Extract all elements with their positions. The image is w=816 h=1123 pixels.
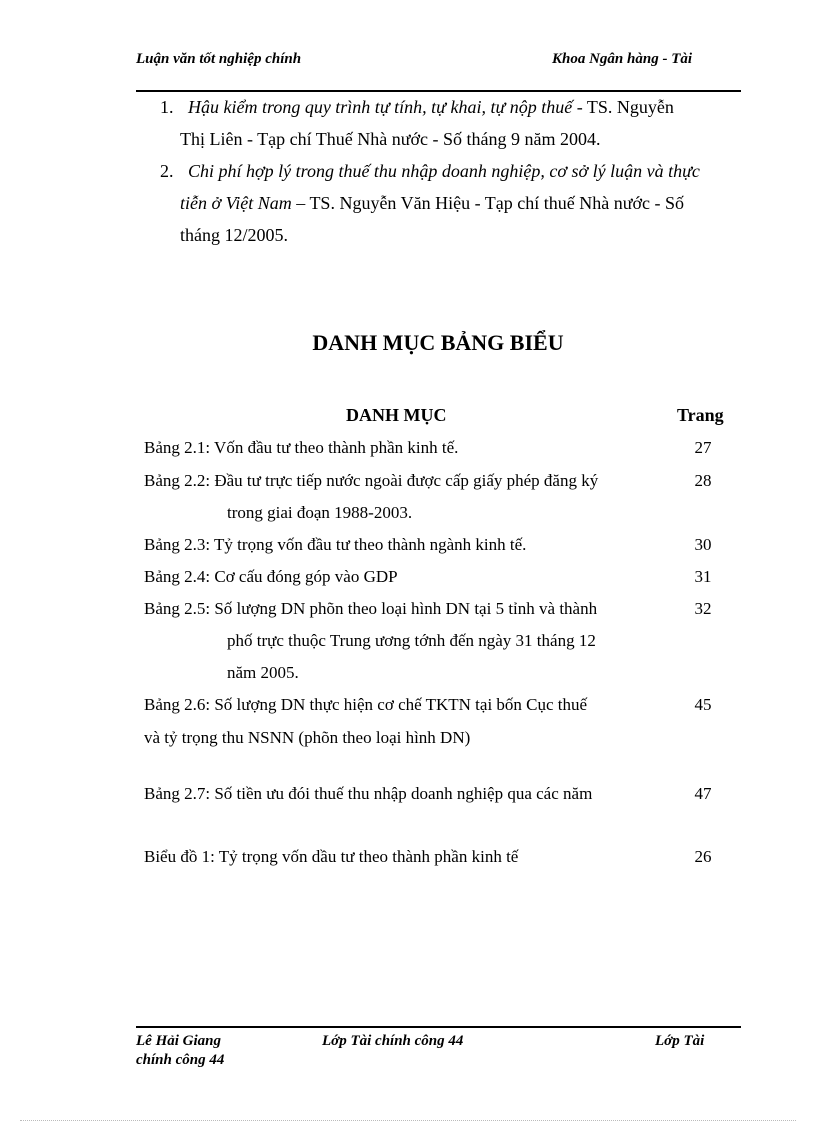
reference-title-line-1: Chi phí hợp lý trong thuế thu nhập doanh nghiệp, cơ sở lý luận và thực (188, 161, 700, 181)
footer-left-text: Lê Hải Giang chính công 44 (136, 1033, 225, 1068)
footer-right-text: Lớp Tài (655, 1033, 705, 1049)
table-row-text: Bảng 2.3: Tỷ trọng vốn đầu tư theo thành ngành kinh tế. (144, 535, 527, 554)
reference-line-2: Thị Liên - Tạp chí Thuế Nhà nước - Số tháng 9 năm 2004. (180, 129, 601, 149)
table-row-text: Bảng 2.4: Cơ cấu đóng góp vào GDP (144, 567, 398, 586)
table-row-text: Bảng 2.2: Đầu tư trực tiếp nước ngoài được cấp giấy phép đăng ký (144, 471, 599, 490)
table-row-page: 47 (694, 784, 712, 803)
reference-line-3: tháng 12/2005. (180, 225, 288, 245)
table-header-category: DANH MỤC (346, 405, 447, 425)
table-row-page: 30 (694, 535, 712, 554)
footer-center-text: Lớp Tài chính công 44 (322, 1033, 464, 1049)
page-bottom-dotted-border (20, 1120, 796, 1121)
header-left-text: Luận văn tốt nghiệp chính (136, 51, 302, 67)
reference-author: - TS. Nguyễn (572, 97, 674, 117)
table-row-page: 27 (694, 438, 712, 457)
table-row-text: Bảng 2.6: Số lượng DN thực hiện cơ chế TKTN tại bốn Cục thuế (144, 695, 588, 714)
table-row-page: 26 (694, 847, 712, 866)
table-row-text-continued: phố trực thuộc Trung ương tớnh đến ngày 31 tháng 12 (227, 631, 596, 650)
reference-line-2 (180, 187, 684, 219)
reference-line-1 (188, 91, 674, 123)
header-right-text: Khoa Ngân hàng - Tài (552, 51, 693, 67)
reference-title: Hậu kiểm trong quy trình tự tính, tự khai, tự nộp thuế (188, 97, 573, 117)
reference-author: – TS. Nguyễn Văn Hiệu - Tạp chí thuế Nhà nước - Số (291, 193, 684, 213)
table-row-text-continued: trong giai đoạn 1988-2003. (227, 503, 413, 522)
table-row-text: Bảng 2.7: Số tiền ưu đói thuế thu nhập doanh nghiệp qua các năm (144, 784, 593, 803)
reference-number: 2. (160, 161, 174, 181)
table-row-text-continued: năm 2005. (227, 663, 299, 682)
table-row-page: 45 (694, 695, 712, 714)
table-row-text-continued: và tỷ trọng thu NSNN (phõn theo loại hình DN) (144, 728, 471, 747)
table-row-text: Bảng 2.1: Vốn đầu tư theo thành phần kinh tế. (144, 438, 459, 457)
reference-number: 1. (160, 97, 174, 117)
table-row-page: 31 (694, 567, 712, 586)
table-row-text: Biểu đồ 1: Tỷ trọng vốn dầu tư theo thành phần kinh tế (144, 847, 519, 866)
reference-item-1 (160, 91, 760, 155)
table-row-text: Bảng 2.5: Số lượng DN phõn theo loại hình DN tại 5 tỉnh và thành (144, 599, 598, 618)
table-header-page: Trang (677, 405, 724, 425)
section-title: DANH MỤC BẢNG BIỂU (312, 330, 564, 355)
footer-rule (136, 1026, 741, 1028)
table-row-page: 32 (694, 599, 712, 618)
reference-item-2 (160, 155, 780, 251)
reference-title-line-2: tiễn ở Việt Nam (180, 193, 292, 213)
table-row-page: 28 (694, 471, 712, 490)
